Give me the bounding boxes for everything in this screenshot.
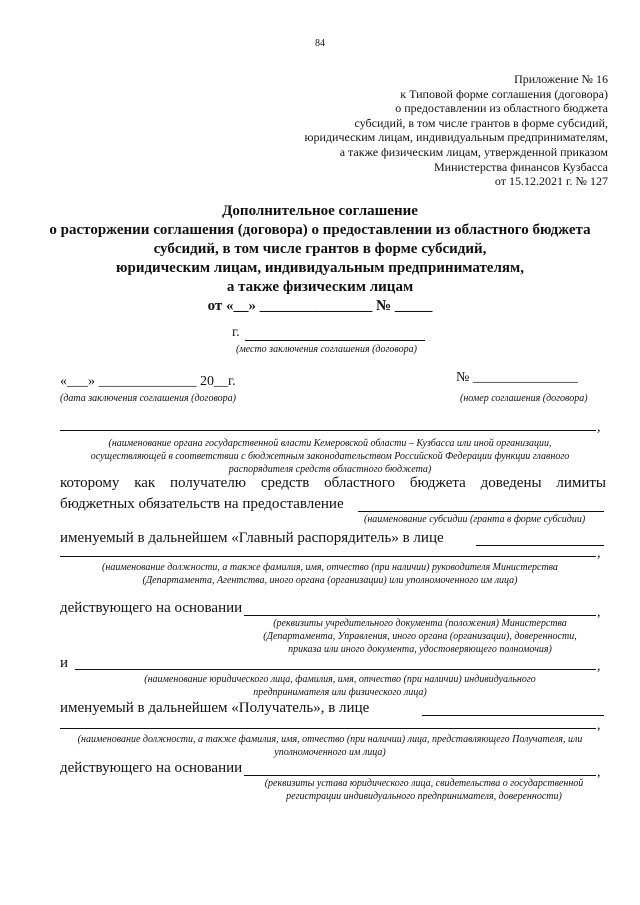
official-caption	[40, 561, 620, 587]
caption-line: предпринимателя или физического лица)	[253, 687, 427, 698]
caption-line: (наименование юридического лица, фамилия, имя, отчество (при наличии) индивидуального	[144, 674, 536, 685]
appendix-line: юридическим лицам, индивидуальным предпринимателям,	[304, 130, 608, 145]
organization-field[interactable]	[60, 430, 596, 431]
subsidy-field[interactable]	[358, 511, 604, 512]
place-field[interactable]	[245, 340, 425, 341]
main-distributor-person-field[interactable]	[476, 545, 604, 546]
recipient-named-text: именуемый в дальнейшем «Получатель», в лице	[60, 700, 370, 716]
main-distributor-text: именуемый в дальнейшем «Главный распорядитель» в лице	[60, 530, 444, 546]
date-caption: (дата заключения соглашения (договора)	[60, 393, 236, 404]
place-prefix: г.	[232, 325, 240, 340]
place-caption: (место заключения соглашения (договора)	[236, 344, 417, 355]
acting-basis-field-2[interactable]	[244, 775, 596, 776]
official-field[interactable]	[60, 556, 596, 557]
title-line: юридическим лицам, индивидуальным предпринимателям,	[116, 260, 524, 276]
recipient-person-field[interactable]	[422, 715, 604, 716]
word: областного	[324, 475, 396, 491]
comma: ,	[597, 659, 601, 674]
page-number: 84	[315, 38, 325, 49]
comma: ,	[597, 546, 601, 561]
caption-line: (наименование должности, а также фамилия, имя, отчество (при наличии) лица, представляющего Получателя, или	[77, 734, 583, 745]
organization-caption	[40, 437, 620, 476]
title-date-line: от «__» _______________ № _____	[207, 298, 433, 314]
acting-basis-text: действующего на основании	[60, 600, 243, 616]
caption-line: (наименование должности, а также фамилия, имя, отчество (при наличии) руководителя Министерства	[102, 562, 558, 573]
subsidy-caption: (наименование субсидии (гранта в форме субсидии)	[364, 514, 586, 525]
word: лимиты	[556, 475, 606, 491]
appendix-line: а также физическим лицам, утвержденной приказом	[339, 144, 608, 159]
word: доведены	[480, 475, 542, 491]
number-field[interactable]: № _______________	[456, 370, 578, 385]
caption-line: (Департамента, Управления, иного органа (организации), доверенности,	[263, 631, 577, 642]
caption-line: регистрации индивидуального предпринимателя, доверенности)	[286, 791, 562, 802]
recipient-official-caption	[40, 733, 620, 759]
recipient-caption	[60, 673, 620, 699]
comma: ,	[597, 420, 601, 435]
appendix-line: к Типовой форме соглашения (договора)	[400, 86, 608, 101]
word: которому	[60, 475, 120, 491]
appendix-line: от 15.12.2021 г. № 127	[494, 174, 608, 189]
document-title	[0, 202, 640, 316]
word: получателю	[169, 475, 247, 491]
recipient-limits-text	[60, 475, 606, 492]
title-line: субсидий, в том числе грантов в форме субсидий,	[153, 241, 487, 257]
caption-line: (Департамента, Агентства, иного органа (организации) или уполномоченного им лица)	[142, 575, 518, 586]
budget-obligations-text: бюджетных обязательств на предоставление	[60, 496, 344, 512]
acting-basis-caption-2	[244, 777, 604, 803]
appendix-line: субсидий, в том числе грантов в форме субсидий,	[354, 115, 608, 130]
word: как	[134, 475, 156, 491]
appendix-line: Приложение № 16	[514, 72, 608, 86]
and-text: и	[60, 655, 69, 671]
acting-basis-caption	[244, 617, 596, 656]
number-caption: (номер соглашения (договора)	[460, 393, 588, 404]
caption-line: распорядителя средств областного бюджета)	[228, 464, 432, 475]
title-line: Дополнительное соглашение	[222, 203, 418, 219]
acting-basis-text-2: действующего на основании	[60, 760, 243, 776]
appendix-line: Министерства финансов Кузбасса	[434, 159, 608, 174]
caption-line: приказа или иного документа, удостоверяющего полномочия)	[288, 644, 552, 655]
acting-basis-field[interactable]	[244, 615, 596, 616]
comma: ,	[597, 765, 601, 780]
appendix-header	[305, 72, 608, 189]
comma: ,	[597, 605, 601, 620]
caption-line: (реквизиты учредительного документа (положения) Министерства	[273, 618, 567, 629]
appendix-line: о предоставлении из областного бюджета	[395, 101, 608, 116]
caption-line: (наименование органа государственной власти Кемеровской области – Кузбасса или иной организации,	[108, 438, 552, 449]
caption-line: осуществляющей в соответствии с бюджетным законодательством Российской Федерации функции главного	[90, 451, 570, 462]
recipient-field[interactable]	[75, 669, 596, 670]
caption-line: уполномоченного им лица)	[274, 747, 386, 758]
date-field[interactable]: «___» ______________ 20__г.	[60, 374, 236, 389]
word: бюджета	[409, 475, 466, 491]
caption-line: (реквизиты устава юридического лица, свидетельства о государственной	[264, 778, 584, 789]
word: средств	[260, 475, 310, 491]
recipient-official-field[interactable]	[60, 728, 596, 729]
comma: ,	[597, 718, 601, 733]
title-line: о расторжении соглашения (договора) о предоставлении из областного бюджета	[49, 222, 591, 238]
title-line: а также физическим лицам	[226, 279, 414, 295]
